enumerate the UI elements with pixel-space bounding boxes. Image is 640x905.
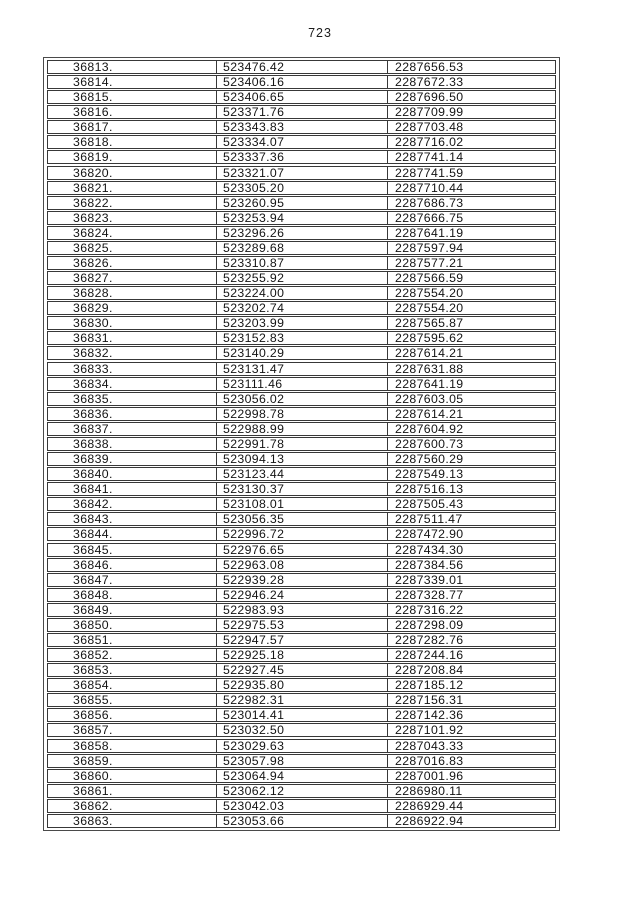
point-number-cell: 36852. xyxy=(73,649,113,662)
point-number-cell: 36828. xyxy=(73,287,113,300)
easting-value-cell: 523296.26 xyxy=(216,227,387,239)
northing-value-cell: 2287597.94 xyxy=(387,242,555,254)
table-row xyxy=(47,392,556,406)
table-row xyxy=(47,166,556,180)
point-number-cell: 36863. xyxy=(73,814,113,827)
point-number-cell: 36825. xyxy=(73,241,113,254)
point-number-cell: 36817. xyxy=(73,121,113,134)
point-number-cell: 36859. xyxy=(73,754,113,767)
northing-value-cell: 2287328.77 xyxy=(387,589,555,601)
easting-value-cell: 523289.68 xyxy=(216,242,387,254)
easting-value-cell: 522983.93 xyxy=(216,604,387,616)
point-number-cell: 36855. xyxy=(73,694,113,707)
northing-value-cell: 2287001.96 xyxy=(387,770,555,782)
easting-value-cell: 523476.42 xyxy=(216,61,387,73)
point-number-cell: 36834. xyxy=(73,377,113,390)
point-number-cell: 36839. xyxy=(73,453,113,466)
table-row xyxy=(47,512,556,526)
point-number-cell: 36835. xyxy=(73,392,113,405)
point-number-cell: 36861. xyxy=(73,784,113,797)
table-row xyxy=(47,60,556,74)
easting-value-cell: 523203.99 xyxy=(216,317,387,329)
point-number-cell: 36856. xyxy=(73,709,113,722)
point-number-cell: 36837. xyxy=(73,422,113,435)
table-row xyxy=(47,150,556,164)
easting-value-cell: 523130.37 xyxy=(216,483,387,495)
northing-value-cell: 2287472.90 xyxy=(387,528,555,540)
table-row xyxy=(47,196,556,210)
table-row xyxy=(47,211,556,225)
northing-value-cell: 2286929.44 xyxy=(387,800,555,812)
northing-value-cell: 2287641.19 xyxy=(387,227,555,239)
northing-value-cell: 2287549.13 xyxy=(387,468,555,480)
table-row xyxy=(47,723,556,737)
table-row xyxy=(47,633,556,647)
easting-value-cell: 523253.94 xyxy=(216,212,387,224)
table-row xyxy=(47,181,556,195)
easting-value-cell: 523406.65 xyxy=(216,91,387,103)
northing-value-cell: 2287741.14 xyxy=(387,151,555,163)
northing-value-cell: 2287710.44 xyxy=(387,182,555,194)
northing-value-cell: 2287516.13 xyxy=(387,483,555,495)
table-row xyxy=(47,226,556,240)
table-row xyxy=(47,362,556,376)
northing-value-cell: 2287339.01 xyxy=(387,574,555,586)
easting-value-cell: 523064.94 xyxy=(216,770,387,782)
table-row xyxy=(47,527,556,541)
northing-value-cell: 2286980.11 xyxy=(387,785,555,797)
table-row xyxy=(47,588,556,602)
easting-value-cell: 523123.44 xyxy=(216,468,387,480)
easting-value-cell: 523057.98 xyxy=(216,755,387,767)
table-row xyxy=(47,573,556,587)
table-row xyxy=(47,90,556,104)
easting-value-cell: 522998.78 xyxy=(216,408,387,420)
northing-value-cell: 2287666.75 xyxy=(387,212,555,224)
northing-value-cell: 2287016.83 xyxy=(387,755,555,767)
point-number-cell: 36814. xyxy=(73,76,113,89)
northing-value-cell: 2287716.02 xyxy=(387,136,555,148)
table-row xyxy=(47,422,556,436)
northing-value-cell: 2287641.19 xyxy=(387,378,555,390)
easting-value-cell: 522975.53 xyxy=(216,619,387,631)
point-number-cell: 36862. xyxy=(73,799,113,812)
easting-value-cell: 522976.65 xyxy=(216,544,387,556)
easting-value-cell: 522939.28 xyxy=(216,574,387,586)
point-number-cell: 36821. xyxy=(73,181,113,194)
table-row xyxy=(47,407,556,421)
northing-value-cell: 2287696.50 xyxy=(387,91,555,103)
point-number-cell: 36858. xyxy=(73,739,113,752)
table-row xyxy=(47,482,556,496)
table-row xyxy=(47,346,556,360)
table-row xyxy=(47,271,556,285)
point-number-cell: 36827. xyxy=(73,272,113,285)
easting-value-cell: 523305.20 xyxy=(216,182,387,194)
easting-value-cell: 523111.46 xyxy=(216,378,387,390)
point-number-cell: 36824. xyxy=(73,226,113,239)
point-number-cell: 36829. xyxy=(73,302,113,315)
northing-value-cell: 2287101.92 xyxy=(387,724,555,736)
point-number-cell: 36854. xyxy=(73,679,113,692)
northing-value-cell: 2287298.09 xyxy=(387,619,555,631)
easting-value-cell: 523371.76 xyxy=(216,106,387,118)
northing-value-cell: 2287554.20 xyxy=(387,287,555,299)
table-row xyxy=(47,618,556,632)
easting-value-cell: 523094.13 xyxy=(216,453,387,465)
easting-value-cell: 522991.78 xyxy=(216,438,387,450)
point-number-cell: 36820. xyxy=(73,166,113,179)
easting-value-cell: 523310.87 xyxy=(216,257,387,269)
easting-value-cell: 523053.66 xyxy=(216,815,387,827)
northing-value-cell: 2287554.20 xyxy=(387,302,555,314)
point-number-cell: 36830. xyxy=(73,317,113,330)
northing-value-cell: 2287156.31 xyxy=(387,694,555,706)
easting-value-cell: 523042.03 xyxy=(216,800,387,812)
point-number-cell: 36857. xyxy=(73,724,113,737)
table-row xyxy=(47,120,556,134)
easting-value-cell: 523224.00 xyxy=(216,287,387,299)
table-row xyxy=(47,497,556,511)
point-number-cell: 36838. xyxy=(73,437,113,450)
table-row xyxy=(47,467,556,481)
point-number-cell: 36845. xyxy=(73,543,113,556)
easting-value-cell: 523056.02 xyxy=(216,393,387,405)
easting-value-cell: 522947.57 xyxy=(216,634,387,646)
easting-value-cell: 522925.18 xyxy=(216,649,387,661)
point-number-cell: 36851. xyxy=(73,633,113,646)
northing-value-cell: 2287560.29 xyxy=(387,453,555,465)
easting-value-cell: 523014.41 xyxy=(216,709,387,721)
table-row xyxy=(47,663,556,677)
point-number-cell: 36846. xyxy=(73,558,113,571)
point-number-cell: 36847. xyxy=(73,573,113,586)
table-row xyxy=(47,301,556,315)
table-row xyxy=(47,105,556,119)
easting-value-cell: 523032.50 xyxy=(216,724,387,736)
point-number-cell: 36848. xyxy=(73,588,113,601)
point-number-cell: 36836. xyxy=(73,407,113,420)
point-number-cell: 36823. xyxy=(73,211,113,224)
easting-value-cell: 523140.29 xyxy=(216,347,387,359)
point-number-cell: 36849. xyxy=(73,603,113,616)
easting-value-cell: 523255.92 xyxy=(216,272,387,284)
easting-value-cell: 523260.95 xyxy=(216,197,387,209)
northing-value-cell: 2287603.05 xyxy=(387,393,555,405)
northing-value-cell: 2287142.36 xyxy=(387,709,555,721)
table-row xyxy=(47,708,556,722)
table-row xyxy=(47,241,556,255)
northing-value-cell: 2287604.92 xyxy=(387,423,555,435)
point-number-cell: 36831. xyxy=(73,332,113,345)
table-row xyxy=(47,603,556,617)
northing-value-cell: 2287741.59 xyxy=(387,167,555,179)
point-number-cell: 36844. xyxy=(73,528,113,541)
page-number: 723 xyxy=(308,26,332,40)
easting-value-cell: 522935.80 xyxy=(216,679,387,691)
easting-value-cell: 523202.74 xyxy=(216,302,387,314)
point-number-cell: 36840. xyxy=(73,468,113,481)
table-row xyxy=(47,331,556,345)
northing-value-cell: 2287565.87 xyxy=(387,317,555,329)
easting-value-cell: 522927.45 xyxy=(216,664,387,676)
point-number-cell: 36832. xyxy=(73,347,113,360)
northing-value-cell: 2287686.73 xyxy=(387,197,555,209)
easting-value-cell: 523321.07 xyxy=(216,167,387,179)
northing-value-cell: 2287703.48 xyxy=(387,121,555,133)
northing-value-cell: 2287631.88 xyxy=(387,363,555,375)
northing-value-cell: 2287434.30 xyxy=(387,544,555,556)
northing-value-cell: 2287244.16 xyxy=(387,649,555,661)
northing-value-cell: 2287185.12 xyxy=(387,679,555,691)
easting-value-cell: 523343.83 xyxy=(216,121,387,133)
point-number-cell: 36833. xyxy=(73,362,113,375)
point-number-cell: 36826. xyxy=(73,257,113,270)
table-row xyxy=(47,678,556,692)
easting-value-cell: 523108.01 xyxy=(216,498,387,510)
easting-value-cell: 522988.99 xyxy=(216,423,387,435)
northing-value-cell: 2287614.21 xyxy=(387,347,555,359)
easting-value-cell: 523056.35 xyxy=(216,513,387,525)
northing-value-cell: 2287282.76 xyxy=(387,634,555,646)
table-row xyxy=(47,799,556,813)
point-number-cell: 36818. xyxy=(73,136,113,149)
point-number-cell: 36853. xyxy=(73,664,113,677)
table-row xyxy=(47,135,556,149)
table-row xyxy=(47,377,556,391)
easting-value-cell: 522946.24 xyxy=(216,589,387,601)
point-number-cell: 36815. xyxy=(73,91,113,104)
table-row xyxy=(47,754,556,768)
easting-value-cell: 523152.83 xyxy=(216,332,387,344)
table-row xyxy=(47,286,556,300)
northing-value-cell: 2287656.53 xyxy=(387,61,555,73)
coordinate-table xyxy=(43,57,560,831)
point-number-cell: 36842. xyxy=(73,498,113,511)
northing-value-cell: 2287511.47 xyxy=(387,513,555,525)
table-row xyxy=(47,693,556,707)
northing-value-cell: 2287566.59 xyxy=(387,272,555,284)
table-row xyxy=(47,75,556,89)
northing-value-cell: 2287384.56 xyxy=(387,559,555,571)
easting-value-cell: 522982.31 xyxy=(216,694,387,706)
table-row xyxy=(47,814,556,828)
northing-value-cell: 2287614.21 xyxy=(387,408,555,420)
easting-value-cell: 522963.08 xyxy=(216,559,387,571)
table-row xyxy=(47,739,556,753)
northing-value-cell: 2287316.22 xyxy=(387,604,555,616)
point-number-cell: 36860. xyxy=(73,769,113,782)
northing-value-cell: 2287600.73 xyxy=(387,438,555,450)
easting-value-cell: 523131.47 xyxy=(216,363,387,375)
northing-value-cell: 2287595.62 xyxy=(387,332,555,344)
northing-value-cell: 2287577.21 xyxy=(387,257,555,269)
northing-value-cell: 2287505.43 xyxy=(387,498,555,510)
table-row xyxy=(47,437,556,451)
northing-value-cell: 2286922.94 xyxy=(387,815,555,827)
easting-value-cell: 523337.36 xyxy=(216,151,387,163)
point-number-cell: 36816. xyxy=(73,106,113,119)
easting-value-cell: 523029.63 xyxy=(216,740,387,752)
easting-value-cell: 523406.16 xyxy=(216,76,387,88)
point-number-cell: 36819. xyxy=(73,151,113,164)
easting-value-cell: 522996.72 xyxy=(216,528,387,540)
point-number-cell: 36841. xyxy=(73,483,113,496)
point-number-cell: 36822. xyxy=(73,196,113,209)
table-row xyxy=(47,543,556,557)
table-row xyxy=(47,256,556,270)
northing-value-cell: 2287208.84 xyxy=(387,664,555,676)
point-number-cell: 36843. xyxy=(73,513,113,526)
table-row xyxy=(47,648,556,662)
table-row xyxy=(47,558,556,572)
table-row xyxy=(47,316,556,330)
northing-value-cell: 2287709.99 xyxy=(387,106,555,118)
point-number-cell: 36850. xyxy=(73,618,113,631)
table-row xyxy=(47,769,556,783)
easting-value-cell: 523062.12 xyxy=(216,785,387,797)
point-number-cell: 36813. xyxy=(73,61,113,73)
table-row xyxy=(47,452,556,466)
table-row xyxy=(47,784,556,798)
easting-value-cell: 523334.07 xyxy=(216,136,387,148)
northing-value-cell: 2287672.33 xyxy=(387,76,555,88)
northing-value-cell: 2287043.33 xyxy=(387,740,555,752)
